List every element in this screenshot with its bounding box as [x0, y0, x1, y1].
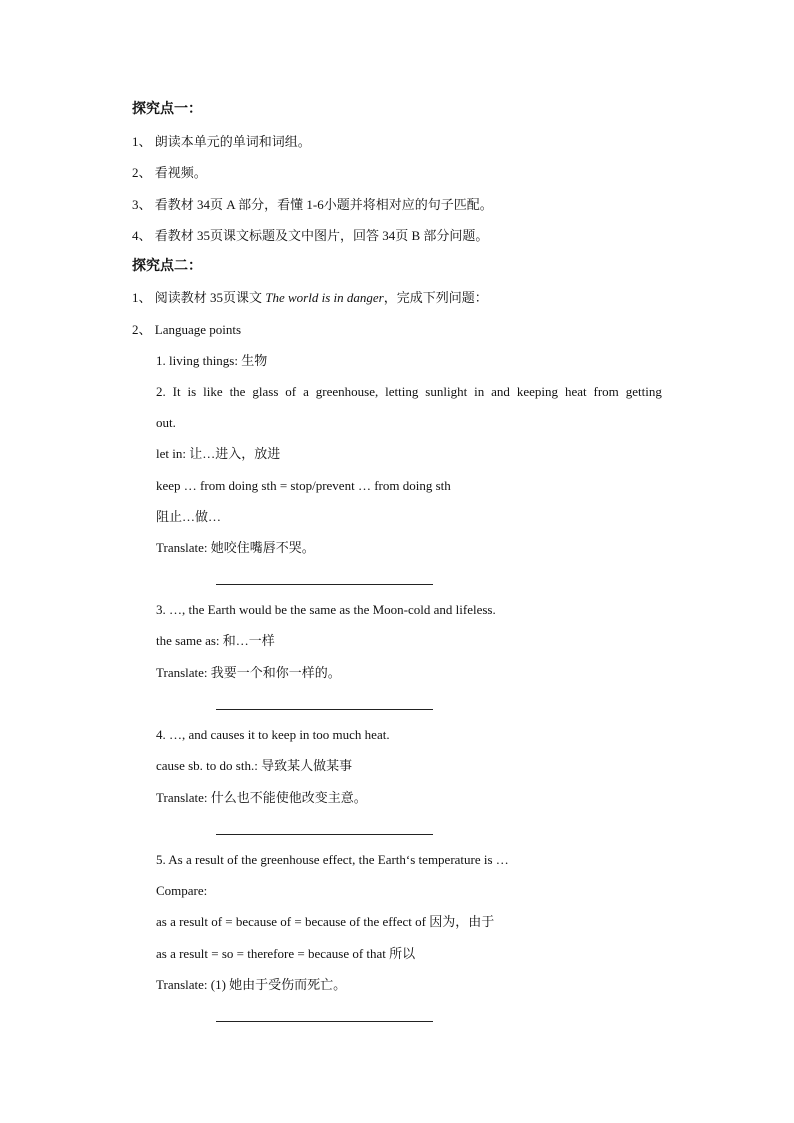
word: from — [593, 384, 619, 399]
word: glass — [252, 384, 279, 399]
point-1: 1. living things: 生物 — [156, 353, 268, 368]
word: letting — [385, 384, 419, 399]
translate-1: Translate: 她咬住嘴唇不哭。 — [156, 540, 315, 555]
item1-prefix: 1、 阅读教材 35页课文 — [132, 290, 266, 305]
section2-heading: 探究点二： — [132, 259, 202, 274]
word: in — [474, 384, 485, 399]
word: and — [491, 384, 510, 399]
answer-blank-3[interactable] — [216, 834, 433, 835]
section1-item-2: 2、 看视频。 — [132, 165, 207, 180]
text-title: The world is in danger — [265, 290, 384, 305]
keep-from-meaning: 阻止…做… — [156, 509, 222, 524]
section2-item-2: 2、 Language points — [132, 322, 242, 337]
word: heat — [564, 384, 587, 399]
section1-item-1: 1、 朗读本单元的单词和词组。 — [132, 134, 311, 149]
same-as-note: the same as: 和…一样 — [156, 633, 275, 648]
word: It — [172, 384, 181, 399]
point-4: 4. …, and causes it to keep in too much heat. — [156, 727, 390, 742]
word: like — [203, 384, 223, 399]
point-2-line-1 — [156, 383, 662, 401]
word: sunlight — [425, 384, 468, 399]
answer-blank-2[interactable] — [216, 709, 433, 710]
answer-blank-1[interactable] — [216, 584, 433, 585]
translate-4: Translate: (1) 她由于受伤而死亡。 — [156, 977, 347, 992]
point-3: 3. …, the Earth would be the same as the Moon-cold and lifeless. — [156, 602, 496, 617]
answer-blank-4[interactable] — [216, 1021, 433, 1022]
word: of — [285, 384, 297, 399]
word: getting — [625, 384, 662, 399]
translate-3: Translate: 什么也不能使他改变主意。 — [156, 790, 367, 805]
section2-item-1 — [132, 289, 488, 307]
compare-label: Compare: — [156, 883, 208, 898]
word: the — [229, 384, 246, 399]
word: keeping — [516, 384, 559, 399]
point-2-line-2: out. — [156, 415, 176, 430]
keep-from-note: keep … from doing sth = stop/prevent … from doing sth — [156, 478, 451, 493]
section1-item-4: 4、 看教材 35页课文标题及文中图片，回答 34页 B 部分问题。 — [132, 228, 489, 243]
word: 2. — [156, 384, 166, 399]
word: a — [303, 384, 309, 399]
cause-note: cause sb. to do sth.: 导致某人做某事 — [156, 758, 353, 773]
word: is — [187, 384, 197, 399]
translate-2: Translate: 我要一个和你一样的。 — [156, 665, 341, 680]
section1-item-3: 3、 看教材 34页 A 部分，看懂 1-6小题并将相对应的句子匹配。 — [132, 197, 493, 212]
section1-heading: 探究点一： — [132, 102, 202, 117]
point-5: 5. As a result of the greenhouse effect, the Earth‘s temperature is … — [156, 852, 509, 867]
word: greenhouse, — [315, 384, 379, 399]
let-in-note: let in: 让…进入，放进 — [156, 446, 281, 461]
item1-suffix: ，完成下列问题： — [383, 290, 488, 305]
as-a-result-note: as a result = so = therefore = because of that 所以 — [156, 946, 416, 961]
as-a-result-of-note: as a result of = because of = because of the effect of 因为，由于 — [156, 914, 495, 929]
